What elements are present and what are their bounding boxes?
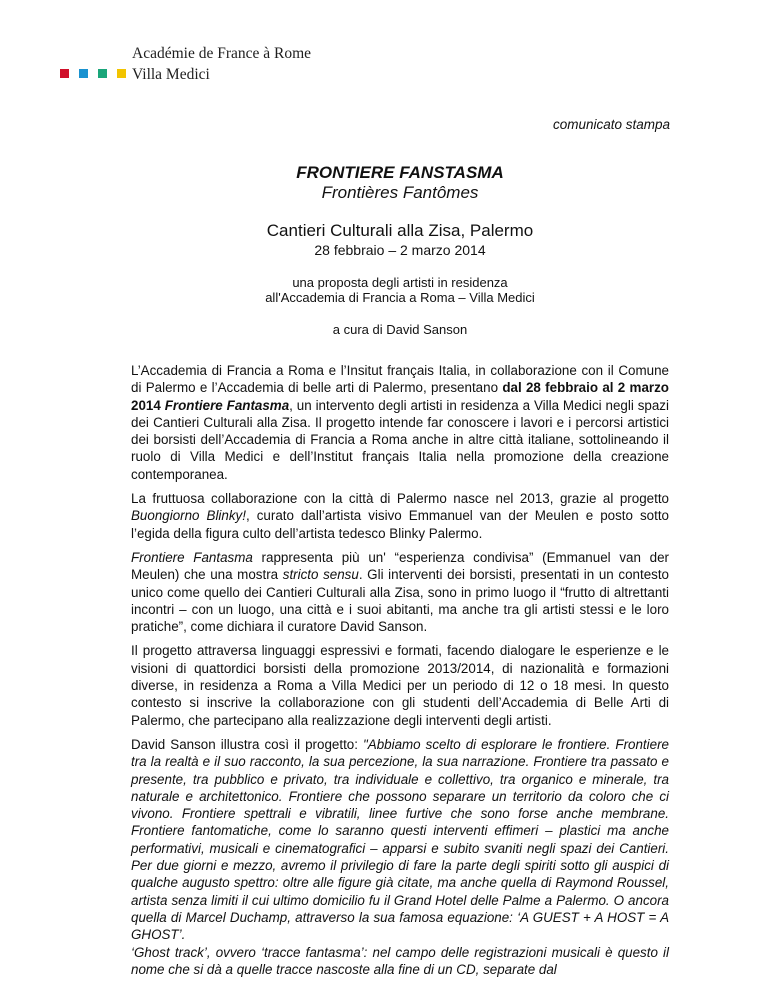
event-venue: Cantieri Culturali alla Zisa, Palermo bbox=[266, 221, 534, 240]
press-release-label: comunicato stampa bbox=[552, 117, 670, 132]
curator-credit: a cura di David Sanson bbox=[332, 322, 468, 337]
paragraph-quote: David Sanson illustra così il progetto: "Abbiamo scelto di esplorare le frontiere. Frontiere tra la realtà e il suo racconto, la sua percezione, la sua narrazione. Frontiere tra passato e presente, tra pubblico e privato, tra individuale e collettivo, tra organico e minerale, tra naturale e architettonico. Frontiere che possono separare un territorio da coloro che ci vivono. Frontiere spettrali e vibratili, linee furtive che sono forse anche membrane. Frontiere fantomatiche, come lo saranno questi interventi effimeri – plastici ma anche performativi, musicali e cinematografici – apparsi e subito svaniti negli spazi dei Cantieri. Per due giorni e mezzo, avremo il privilegio di fare la parte degli spiriti sotto gli auspici di qualche augusto spettro: oltre alle figure già citate, ma anche quella di Raymond Roussel, artista senza limiti il cui ultimo domicilio fu il Grand Hotel delle Palme a Palermo. O ancora quella di Marcel Duchamp, attraverso la sua famosa equazione: ‘A GUEST + A HOST = A GHOST’. ‘Ghost track’, ovvero ‘tracce fantasma’: nel campo delle registrazioni musicali è questo il nome che si dà a quelle tracce nascoste alla fine di un CD, separate dal bbox=[131, 736, 669, 977]
logo-square-green bbox=[98, 69, 107, 78]
logo-square-red bbox=[60, 69, 69, 78]
paragraph-project: Il progetto attraversa linguaggi espressivi e formati, facendo dialogare le esperienze e le visioni di quattordici borsisti della promozione 2013/2014, di nazionalità e formazioni diverse, in residenza a Roma a Villa Medici per un periodo di 12 o 18 mesi. In questo contesto si inscrive la collaborazione con gli studenti dell’Accademia di Belle Arti di Palermo, che partecipano alla realizzazione degli interventi degli artisti. bbox=[131, 643, 669, 728]
institution-name-line1: Académie de France à Rome bbox=[132, 45, 312, 62]
logo-square-blue bbox=[79, 69, 88, 78]
proposal-line-2: all'Accademia di Francia a Roma – Villa Medici bbox=[265, 290, 535, 305]
proposal-line-1: una proposta degli artisti in residenza bbox=[292, 275, 508, 290]
event-dates: 28 febbraio – 2 marzo 2014 bbox=[314, 242, 486, 258]
event-subtitle: Frontières Fantômes bbox=[321, 183, 479, 202]
institution-name-line2: Villa Medici bbox=[132, 66, 210, 83]
paragraph-experience: Frontiere Fantasma rappresenta più un' “esperienza condivisa” (Emmanuel van der Meulen) che una mostra stricto sensu. Gli interventi dei borsisti, presentati in un contesto unico come quello dei Cantieri Culturali alla Zisa, sono in primo luogo il “frutto di altrettanti incontri – con un luogo, una città e i suoi abitanti, ma anche tra gli artisti stessi e le loro pratiche”, come dichiara il curatore David Sanson. bbox=[131, 549, 669, 635]
logo-square-yellow bbox=[117, 69, 126, 78]
event-title: FRONTIERE FANSTASMA bbox=[296, 163, 504, 182]
paragraph-collaboration: La fruttuosa collaborazione con la città di Palermo nasce nel 2013, grazie al progetto Buongiorno Blinky!, curato dall’artista visivo Emmanuel van der Meulen e posto sotto l’egida della figura culto dell’artista tedesco Blinky Palermo. bbox=[131, 491, 670, 541]
body-text bbox=[131, 362, 669, 985]
paragraph-intro: L’Accademia di Francia a Roma e l’Insitut français Italia, in collaborazione con il Comune di Palermo e l’Accademia di belle arti di Palermo, presentano dal 28 febbraio al 2 marzo 2014 Frontiere Fantasma, un intervento degli artisti in residenza a Villa Medici negli spazi dei Cantieri Culturali alla Zisa. Il progetto intende far conoscere i lavori e i percorsi artistici dei borsisti dell’Accademia di Francia a Roma anche in altre città italiane, sottolineando il ruolo di Villa Medici e dell’Institut français Italia nella promozione della creazione contemporanea. bbox=[131, 363, 669, 482]
